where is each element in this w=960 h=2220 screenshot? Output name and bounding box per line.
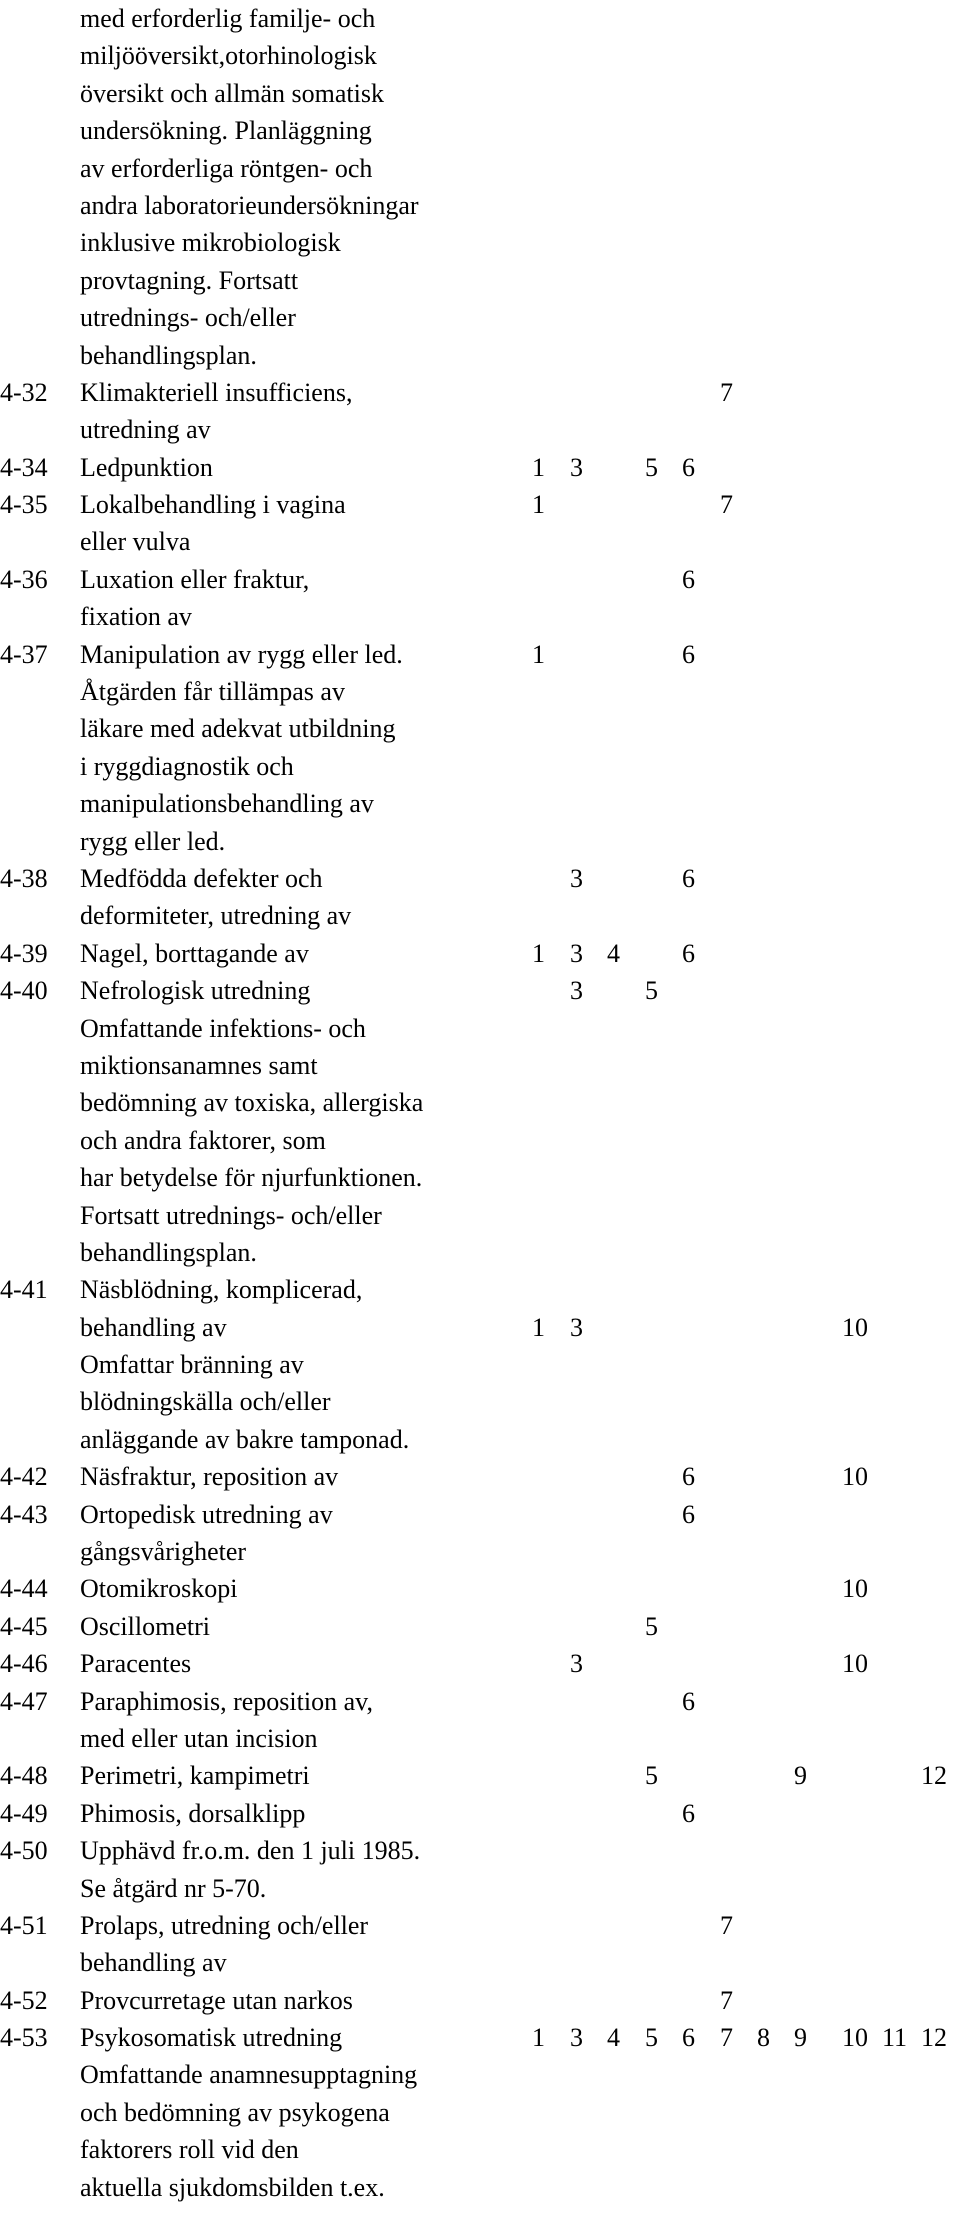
entry-row-continuation — [0, 1346, 960, 1383]
entry-description: behandling av — [80, 1312, 227, 1342]
entry-row-continuation — [0, 673, 960, 710]
category-number: 3 — [570, 452, 583, 482]
entry-row — [0, 972, 960, 1009]
category-number: 3 — [570, 2023, 583, 2053]
category-number: 6 — [682, 639, 695, 669]
entry-row-continuation — [0, 2131, 960, 2168]
entry-description: blödningskälla och/eller — [80, 1387, 331, 1417]
entry-description: Prolaps, utredning och/eller — [80, 1910, 369, 1940]
entry-row-continuation — [0, 411, 960, 448]
entry-row-continuation — [0, 1383, 960, 1420]
entry-description: Omfattar bränning av — [80, 1350, 304, 1380]
entry-row-continuation — [0, 1197, 960, 1234]
entry-row — [0, 1795, 960, 1832]
entry-row — [0, 1645, 960, 1682]
entry-row — [0, 935, 960, 972]
entry-row-continuation — [0, 1122, 960, 1159]
entry-code: 4-46 — [0, 1649, 48, 1679]
entry-code: 4-37 — [0, 639, 48, 669]
entry-row-continuation — [0, 1533, 960, 1570]
entry-description: aktuella sjukdomsbilden t.ex. — [80, 2172, 385, 2202]
entry-code: 4-53 — [0, 2023, 48, 2053]
entry-description: eller vulva — [80, 527, 191, 557]
entry-row-continuation — [0, 897, 960, 934]
entry-code: 4-42 — [0, 1462, 48, 1492]
entry-row — [0, 561, 960, 598]
category-number: 6 — [682, 938, 695, 968]
entry-row — [0, 636, 960, 673]
entry-code: 4-45 — [0, 1611, 48, 1641]
entry-row — [0, 1907, 960, 1944]
category-number: 6 — [682, 1798, 695, 1828]
entry-description: Luxation eller fraktur, — [80, 564, 310, 594]
entry-description: Fortsatt utrednings- och/eller — [80, 1200, 382, 1230]
entry-code: 4-48 — [0, 1761, 48, 1791]
entry-row-continuation — [0, 1010, 960, 1047]
entry-description: Ortopedisk utredning av — [80, 1499, 333, 1529]
category-number: 3 — [570, 863, 583, 893]
entry-code: 4-38 — [0, 863, 48, 893]
entry-description: utredning av — [80, 415, 211, 445]
entry-description: i ryggdiagnostik och — [80, 751, 294, 781]
entry-description: anläggande av bakre tamponad. — [80, 1424, 410, 1454]
entry-description: och andra faktorer, som — [80, 1125, 326, 1155]
category-number: 10 — [842, 1649, 868, 1679]
entry-row-continuation — [0, 785, 960, 822]
entry-description: Åtgärden får tillämpas av — [80, 677, 345, 707]
category-number: 5 — [645, 1611, 658, 1641]
entry-description: fixation av — [80, 602, 192, 632]
entry-row-continuation — [0, 523, 960, 560]
continuation-text: provtagning. Fortsatt — [80, 265, 299, 295]
continuation-line — [0, 224, 960, 261]
entry-description: Otomikroskopi — [80, 1574, 238, 1604]
entry-code: 4-47 — [0, 1686, 48, 1716]
category-number: 1 — [532, 639, 545, 669]
category-number: 1 — [532, 452, 545, 482]
entry-code: 4-50 — [0, 1836, 48, 1866]
category-number: 1 — [532, 2023, 545, 2053]
category-number: 6 — [682, 452, 695, 482]
entry-description: bedömning av toxiska, allergiska — [80, 1088, 424, 1118]
entry-code: 4-41 — [0, 1275, 48, 1305]
entry-code: 4-51 — [0, 1910, 48, 1940]
entry-row — [0, 1982, 960, 2019]
category-number: 6 — [682, 1499, 695, 1529]
entry-row — [0, 1683, 960, 1720]
entry-row-continuation — [0, 1944, 960, 1981]
category-number: 6 — [682, 1686, 695, 1716]
category-number: 10 — [842, 2023, 868, 2053]
entry-row-continuation — [0, 598, 960, 635]
category-number: 6 — [682, 863, 695, 893]
entry-row — [0, 374, 960, 411]
entry-row-continuation — [0, 1720, 960, 1757]
category-number: 12 — [921, 1761, 947, 1791]
category-number: 7 — [720, 377, 733, 407]
entry-row-continuation — [0, 2169, 960, 2206]
entry-description: gångsvårigheter — [80, 1537, 247, 1567]
category-number: 5 — [645, 976, 658, 1006]
category-number: 6 — [682, 564, 695, 594]
entry-description: Manipulation av rygg eller led. — [80, 639, 403, 669]
category-number: 6 — [682, 2023, 695, 2053]
category-number: 1 — [532, 1312, 545, 1342]
entry-description: Psykosomatisk utredning — [80, 2023, 343, 2053]
entry-code: 4-32 — [0, 377, 48, 407]
category-number: 4 — [607, 2023, 620, 2053]
entry-code: 4-52 — [0, 1985, 48, 2015]
category-number: 1 — [532, 938, 545, 968]
category-number: 5 — [645, 1761, 658, 1791]
entry-description: Se åtgärd nr 5-70. — [80, 1873, 267, 1903]
category-number: 6 — [682, 1462, 695, 1492]
entry-description: rygg eller led. — [80, 826, 226, 856]
entry-row — [0, 1757, 960, 1794]
continuation-line — [0, 112, 960, 149]
category-number: 1 — [532, 490, 545, 520]
entry-row-continuation — [0, 710, 960, 747]
entry-row-continuation — [0, 1870, 960, 1907]
entry-row-continuation — [0, 748, 960, 785]
continuation-line — [0, 0, 960, 37]
category-number: 8 — [757, 2023, 770, 2053]
continuation-line — [0, 262, 960, 299]
continuation-line — [0, 75, 960, 112]
category-number: 3 — [570, 1649, 583, 1679]
continuation-line — [0, 337, 960, 374]
category-number: 10 — [842, 1574, 868, 1604]
entry-description: Nefrologisk utredning — [80, 976, 311, 1006]
category-number: 9 — [794, 1761, 807, 1791]
category-number: 5 — [645, 452, 658, 482]
entry-description: Perimetri, kampimetri — [80, 1761, 310, 1791]
entry-description: faktorers roll vid den — [80, 2135, 299, 2165]
entry-description: Klimakteriell insufficiens, — [80, 377, 353, 407]
entry-row — [0, 860, 960, 897]
entry-row — [0, 486, 960, 523]
entry-row — [0, 1271, 960, 1308]
entry-description: behandlingsplan. — [80, 1237, 257, 1267]
entry-description: deformiteter, utredning av — [80, 901, 352, 931]
category-number: 4 — [607, 938, 620, 968]
entry-code: 4-49 — [0, 1798, 48, 1828]
entry-row — [0, 2019, 960, 2056]
category-number: 7 — [720, 490, 733, 520]
entry-row-continuation — [0, 1309, 960, 1346]
category-number: 7 — [720, 1910, 733, 1940]
entry-row-continuation — [0, 1047, 960, 1084]
continuation-text: miljööversikt,otorhinologisk — [80, 41, 377, 71]
entry-description: Nagel, borttagande av — [80, 938, 309, 968]
category-number: 7 — [720, 1985, 733, 2015]
entry-code: 4-43 — [0, 1499, 48, 1529]
entry-row-continuation — [0, 1159, 960, 1196]
category-number: 3 — [570, 976, 583, 1006]
entry-description: Phimosis, dorsalklipp — [80, 1798, 306, 1828]
entry-row-continuation — [0, 2094, 960, 2131]
entry-description: Näsfraktur, reposition av — [80, 1462, 339, 1492]
entry-row — [0, 1570, 960, 1607]
entry-description: Näsblödning, komplicerad, — [80, 1275, 363, 1305]
entry-description: Lokalbehandling i vagina — [80, 490, 346, 520]
entry-code: 4-35 — [0, 490, 48, 520]
entry-row-continuation — [0, 1234, 960, 1271]
category-number: 3 — [570, 938, 583, 968]
entry-description: Omfattande infektions- och — [80, 1013, 366, 1043]
entry-description: Ledpunktion — [80, 452, 213, 482]
entry-description: och bedömning av psykogena — [80, 2097, 390, 2127]
entry-description: manipulationsbehandling av — [80, 789, 374, 819]
entry-code: 4-36 — [0, 564, 48, 594]
entry-description: Provcurretage utan narkos — [80, 1985, 353, 2015]
entry-description: Omfattande anamnesupptagning — [80, 2060, 418, 2090]
entry-code: 4-39 — [0, 938, 48, 968]
continuation-text: översikt och allmän somatisk — [80, 78, 385, 108]
entry-row-continuation — [0, 1084, 960, 1121]
entry-row — [0, 1458, 960, 1495]
entry-row — [0, 449, 960, 486]
entry-row-continuation — [0, 1421, 960, 1458]
continuation-line — [0, 299, 960, 336]
continuation-text: utrednings- och/eller — [80, 303, 296, 333]
category-number: 10 — [842, 1312, 868, 1342]
continuation-line — [0, 187, 960, 224]
entry-row-continuation — [0, 2056, 960, 2093]
entry-description: läkare med adekvat utbildning — [80, 714, 396, 744]
category-number: 9 — [794, 2023, 807, 2053]
entry-description: Oscillometri — [80, 1611, 210, 1641]
category-number: 12 — [921, 2023, 947, 2053]
entry-code: 4-34 — [0, 452, 48, 482]
continuation-line — [0, 150, 960, 187]
entry-row — [0, 1832, 960, 1869]
entry-description: Paracentes — [80, 1649, 192, 1679]
entry-description: behandling av — [80, 1948, 227, 1978]
continuation-text: med erforderlig familje- och — [80, 4, 376, 33]
entry-description: med eller utan incision — [80, 1723, 318, 1753]
continuation-text: behandlingsplan. — [80, 340, 257, 370]
entry-row — [0, 1608, 960, 1645]
entry-description: Medfödda defekter och — [80, 863, 323, 893]
continuation-text: undersökning. Planläggning — [80, 116, 372, 146]
entry-description: har betydelse för njurfunktionen. — [80, 1163, 423, 1193]
entry-description: miktionsanamnes samt — [80, 1050, 318, 1080]
category-number: 7 — [720, 2023, 733, 2053]
entry-row — [0, 1496, 960, 1533]
category-number: 5 — [645, 2023, 658, 2053]
category-number: 3 — [570, 1312, 583, 1342]
continuation-line — [0, 37, 960, 74]
entry-description: Paraphimosis, reposition av, — [80, 1686, 373, 1716]
entry-code: 4-40 — [0, 976, 48, 1006]
category-number: 11 — [882, 2023, 908, 2053]
continuation-text: av erforderliga röntgen- och — [80, 153, 373, 183]
continuation-text: inklusive mikrobiologisk — [80, 228, 341, 258]
category-number: 10 — [842, 1462, 868, 1492]
entry-row-continuation — [0, 823, 960, 860]
entry-description: Upphävd fr.o.m. den 1 juli 1985. — [80, 1836, 421, 1866]
continuation-text: andra laboratorieundersökningar — [80, 190, 419, 220]
entry-code: 4-44 — [0, 1574, 48, 1604]
